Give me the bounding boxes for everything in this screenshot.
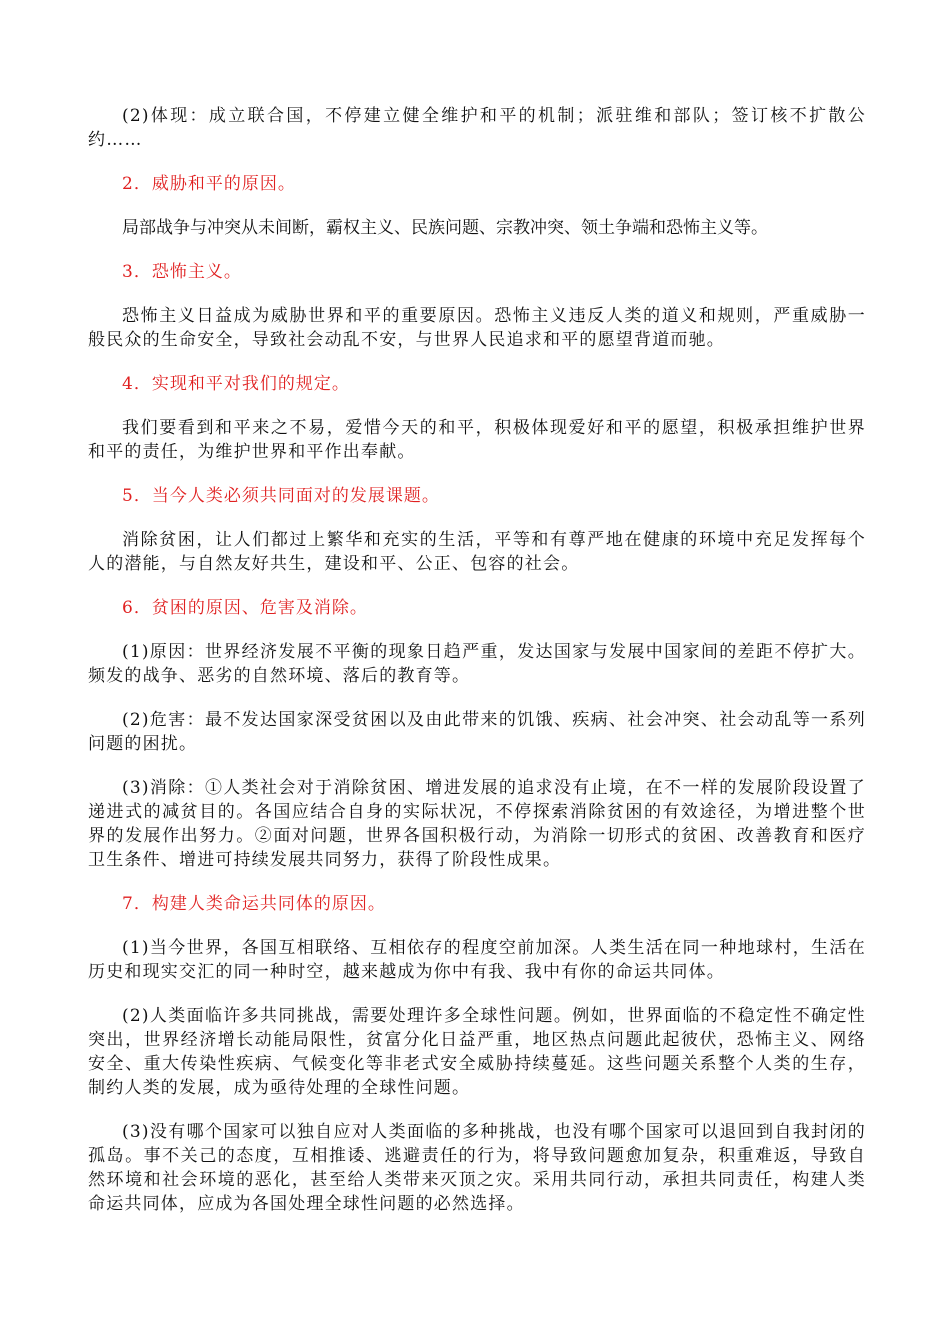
- paragraph-6-1: (1)原因：世界经济发展不平衡的现象日趋严重，发达国家与发展中国家间的差距不停扩大。频发的战争、恶劣的自然环境、落后的教育等。: [88, 642, 866, 686]
- paragraph-embody: (2)体现：成立联合国，不停建立健全维护和平的机制；派驻维和部队；签订核不扩散公约……: [88, 106, 866, 150]
- paragraph-7-2: (2)人类面临许多共同挑战，需要处理许多全球性问题。例如，世界面临的不稳定性不确定性突出，世界经济增长动能局限性，贫富分化日益严重，地区热点问题此起彼伏，恐怖主义、网络安全、重大传染性疾病、气候变化等非老式安全威胁持续蔓延。这些问题关系整个人类的生存，制约人类的发展，成为亟待处理的全球性问题。: [88, 1006, 866, 1098]
- paragraph-5: 消除贫困，让人们都过上繁华和充实的生活，平等和有尊严地在健康的环境中充足发挥每个人的潜能，与自然友好共生，建设和平、公正、包容的社会。: [88, 530, 866, 574]
- heading-4: 4．实现和平对我们的规定。: [122, 374, 350, 394]
- paragraph-2: 局部战争与冲突从未间断，霸权主义、民族问题、宗教冲突、领土争端和恐怖主义等。: [122, 218, 768, 238]
- heading-2: 2．威胁和平的原因。: [122, 174, 296, 194]
- paragraph-7-1: (1)当今世界，各国互相联络、互相依存的程度空前加深。人类生活在同一种地球村，生活在历史和现实交汇的同一种时空，越来越成为你中有我、我中有你的命运共同体。: [88, 938, 866, 982]
- paragraph-6-2: (2)危害：最不发达国家深受贫困以及由此带来的饥饿、疾病、社会冲突、社会动乱等一系列问题的困扰。: [88, 710, 866, 754]
- paragraph-3: 恐怖主义日益成为威胁世界和平的重要原因。恐怖主义违反人类的道义和规则，严重威胁一般民众的生命安全，导致社会动乱不安，与世界人民追求和平的愿望背道而驰。: [88, 306, 866, 350]
- heading-6: 6．贫困的原因、危害及消除。: [122, 598, 368, 618]
- paragraph-6-3: (3)消除：①人类社会对于消除贫困、增进发展的追求没有止境，在不一样的发展阶段设置了递进式的减贫目的。各国应结合自身的实际状况，不停探索消除贫困的有效途径，为增进整个世界的发展作出努力。②面对问题，世界各国积极行动，为消除一切形式的贫困、改善教育和医疗卫生条件、增进可持续发展共同努力，获得了阶段性成果。: [88, 778, 866, 870]
- document-page: [88, 104, 866, 1236]
- paragraph-7-3: (3)没有哪个国家可以独自应对人类面临的多种挑战，也没有哪个国家可以退回到自我封闭的孤岛。事不关己的态度，互相推诿、逃避责任的行为，将导致问题愈加复杂，积重难返，导致自然环境和社会环境的恶化，甚至给人类带来灭顶之灾。采用共同行动，承担共同责任，构建人类命运共同体，应成为各国处理全球性问题的必然选择。: [88, 1122, 866, 1214]
- heading-7: 7．构建人类命运共同体的原因。: [122, 894, 386, 914]
- heading-5: 5．当今人类必须共同面对的发展课题。: [122, 486, 440, 506]
- heading-3: 3．恐怖主义。: [122, 262, 242, 282]
- paragraph-4: 我们要看到和平来之不易，爱惜今天的和平，积极体现爱好和平的愿望，积极承担维护世界和平的责任，为维护世界和平作出奉献。: [88, 418, 866, 462]
